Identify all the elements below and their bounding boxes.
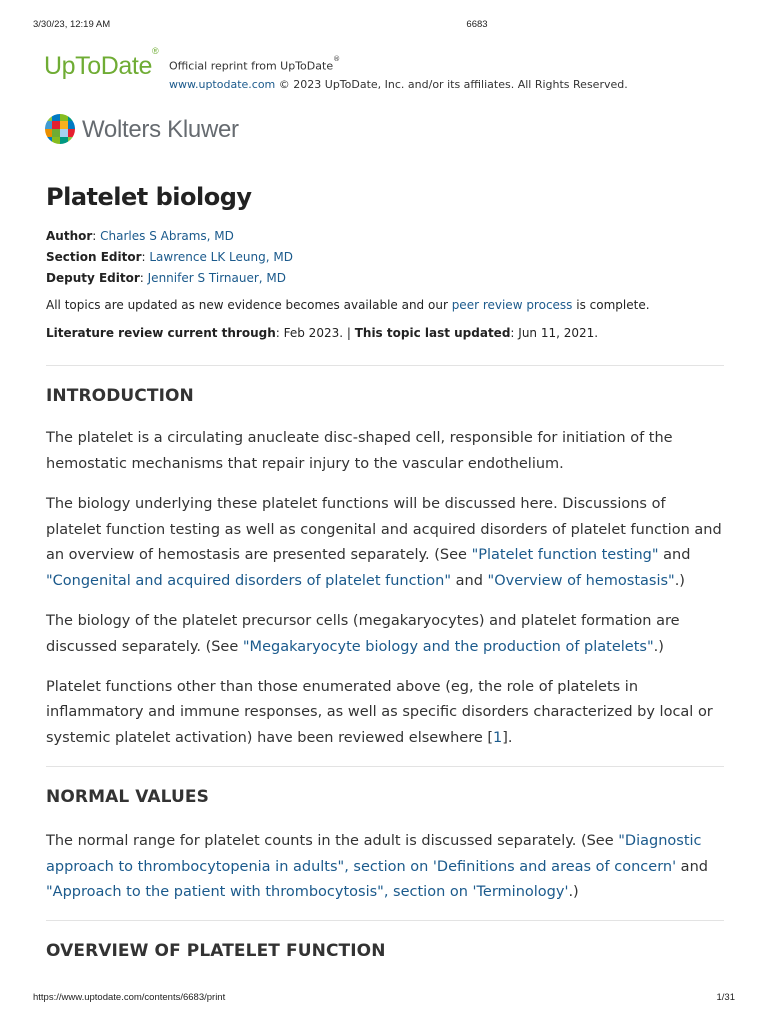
section-heading-overview: OVERVIEW OF PLATELET FUNCTION — [46, 941, 386, 962]
article — [46, 180, 724, 962]
uptodate-site-link[interactable]: www.uptodate.com — [169, 77, 276, 91]
author-line: Author: Charles S Abrams, MD — [46, 229, 234, 243]
peer-review-link[interactable]: peer review process — [451, 298, 573, 313]
intro-paragraph-3: The biology of the platelet precursor cells (megakaryocytes) and platelet formation are discussed separately. (See "Megakaryocyte biology and the production of platelets".) — [46, 612, 680, 655]
section-divider — [46, 766, 724, 767]
print-date: 3/30/23, 12:19 AM — [33, 19, 111, 30]
intro-paragraph-1: The platelet is a circulating anucleate disc-shaped cell, responsible for initiation of the hemostatic mechanisms that repair injury to the vascular endothelium. — [46, 430, 673, 472]
author-link[interactable]: Charles S Abrams, MD — [100, 229, 234, 243]
section-divider — [46, 365, 724, 366]
reference-link-1[interactable]: 1 — [493, 729, 503, 746]
link-platelet-function-testing[interactable]: "Platelet function testing" — [471, 547, 659, 564]
article-title: Platelet biology — [46, 183, 252, 211]
normal-values-paragraph: The normal range for platelet counts in the adult is discussed separately. (See "Diagnostic approach to thrombocytopenia in adults", section on 'Definitions and areas of concern' and "Approach to the patient with thrombocytosis", section on 'Terminology'.) — [46, 832, 708, 901]
print-url: https://www.uptodate.com/contents/6683/print — [33, 992, 226, 1003]
print-footer — [33, 992, 735, 1006]
reprint-text: Official reprint from UpToDate — [169, 59, 334, 73]
print-doc-id: 6683 — [466, 19, 488, 30]
wolters-kluwer-logo — [44, 113, 284, 147]
print-header — [33, 19, 735, 33]
reprint-notice: Official reprint from UpToDate® www.uptodate.com © 2023 UpToDate, Inc. and/or its affiliates. All Rights Reserved. — [169, 55, 628, 91]
copyright-text: © 2023 UpToDate, Inc. and/or its affiliates. All Rights Reserved. — [275, 77, 628, 91]
link-platelet-function-disorders[interactable]: "Congenital and acquired disorders of platelet function" — [46, 572, 452, 589]
section-heading-introduction: INTRODUCTION — [46, 386, 194, 407]
uptodate-logo[interactable]: UpToDate® — [44, 45, 159, 80]
publisher-name: Wolters Kluwer — [82, 116, 239, 143]
section-divider — [46, 920, 724, 921]
section-editor-link[interactable]: Lawrence LK Leung, MD — [149, 249, 293, 264]
deputy-editor-link[interactable]: Jennifer S Tirnauer, MD — [147, 270, 287, 285]
deputy-editor-line: Deputy Editor: Jennifer S Tirnauer, MD — [46, 270, 287, 285]
link-overview-of-hemostasis[interactable]: "Overview of hemostasis" — [487, 572, 675, 589]
review-dates: Literature review current through: Feb 2023. | This topic last updated: Jun 11, 2021. — [46, 326, 599, 341]
page-number: 1/31 — [716, 992, 735, 1003]
section-heading-normal-values: NORMAL VALUES — [46, 786, 209, 807]
intro-paragraph-4: Platelet functions other than those enumerated above (eg, the role of platelets in inflammatory and immune responses, as well as specific disorders characterized by local or systemic platelet activation) have been reviewed elsewhere [1]. — [46, 678, 713, 746]
intro-paragraph-2: The biology underlying these platelet functions will be discussed here. Discussions of platelet function testing as well as congenital and acquired disorders of platelet function and an overview of hemostasis are presented separately. (See "Platelet function testing" and "Congenital and acquired disorders of platelet function" and "Overview of hemostasis".) — [46, 496, 722, 589]
section-editor-line: Section Editor: Lawrence LK Leung, MD — [46, 249, 293, 264]
link-thrombocytosis-approach[interactable]: "Approach to the patient with thrombocytosis", section on 'Terminology' — [46, 884, 569, 901]
byline — [46, 226, 724, 288]
update-note: All topics are updated as new evidence becomes available and our peer review process is complete. — [46, 298, 650, 313]
wolters-kluwer-mosaic-icon — [44, 113, 76, 145]
link-megakaryocyte-biology[interactable]: "Megakaryocyte biology and the production of platelets" — [242, 638, 654, 655]
link-thrombocytopenia-approach[interactable]: "Diagnostic approach to thrombocytopenia in adults", section on 'Definitions and areas of concern' — [46, 832, 702, 875]
